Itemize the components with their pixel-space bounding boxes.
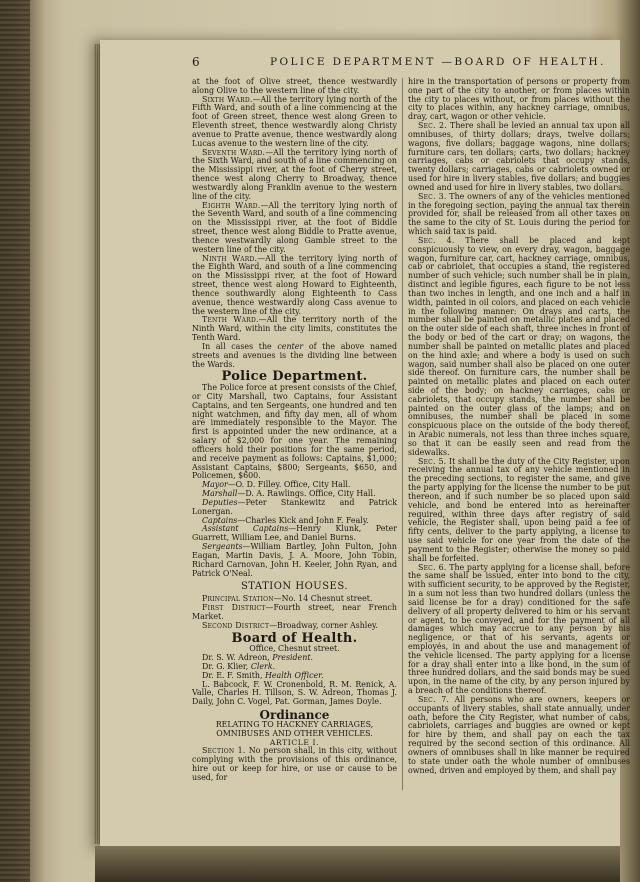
first-district-entry <box>192 604 397 622</box>
page-title: POLICE DEPARTMENT —BOARD OF HEALTH. <box>270 56 606 68</box>
section-1-label: Section 1. <box>202 746 246 756</box>
seventh-ward-label: Seventh Ward. <box>202 147 266 157</box>
article-label: ARTICLE I. <box>269 737 320 747</box>
section-6-label: Sec. 6. <box>418 562 447 572</box>
first-district-text: —Fourth street, near French Market. <box>192 603 397 621</box>
section-3-label: Sec. 3. <box>418 191 447 201</box>
principal-station-text: —No. 14 Chesnut street. <box>273 594 373 604</box>
marshall-text: —D. A. Rawlings. Office, City Hall. <box>237 489 376 499</box>
principal-station-label: Principal Station <box>202 594 274 604</box>
section-1-text: No person shall, in this city, without complying with the provisions of this ordinance, hire out or keep for hire, or use or cause to be used, for <box>192 746 397 782</box>
section-5-text: It shall be the duty of the City Register, upon receiving the annual tax of any vehicle mentioned in the preceding sections, to register the same, and give the party applying for the license the number to be put thereon, and if such number be so placed upon said vehicle, and bond be entered into as hereinafter required, within three days after registry of said vehicle, the Register shall, upon being paid a fee of fifty cents, deliver to the party applying, a license to use said vehicle for one year from the date of the payment to the Register; otherwise the money so paid shall be forfeited. <box>408 456 630 563</box>
section-4-label: Sec. 4. <box>418 235 455 245</box>
health-officer-name: Dr. E. F. Smith, <box>202 670 265 680</box>
ninth-ward-paragraph <box>192 255 397 317</box>
police-department-heading: Police Department. <box>221 369 368 385</box>
sixth-ward-text: —All the territory lying north of the Fifth Ward, and south of a line commencing at the foot of Green street, thence west along Green to Eleventh street, thence westwardly along Christy avenue to Pratte avenue, thence westwardly along Lucas avenue to the western line of the city. <box>192 94 397 148</box>
section-3-text: The owners of any of the vehicles mentioned in the foregoing section, paying the annual tax therein provided for, shall be released from all other taxes on the same to the city of St. Louis during the period for which said tax is paid. <box>408 191 630 237</box>
president-title: President. <box>272 653 313 663</box>
president-name: Dr. S. W. Adreon, <box>202 653 273 663</box>
section-4-paragraph <box>408 237 630 458</box>
sergeants-entry <box>192 543 397 578</box>
ninth-ward-label: Ninth Ward. <box>202 253 258 263</box>
right-column <box>408 78 630 775</box>
sergeants-label: Sergeants <box>202 542 243 552</box>
second-district-label: Second District <box>202 620 270 630</box>
page-bottom-shadow <box>95 846 620 882</box>
sergeants-text: —William Bartley, John Fulton, John Eagan, Martin Davis, J. A. Moore, John Tobin, Richard Carnovan, John H. Keeler, John Ryan, and Patrick O'Neal. <box>192 542 397 578</box>
ninth-ward-text: —All the territory lying north of the Eighth Ward, and south of a line commencing on the Mississippi river, at the foot of Howard street, thence west along Howard to Eighteenth, thence southwardly along Eighteenth to Cass avenue, thence westwardly along Cass avenue to the western line of the city. <box>192 253 397 316</box>
board-members: L. Babcock, F. W. Cronenbold, R. M. Renick, A. Valle, Charles H. Tillson, S. W. Adreon, Thomas J. Daily, John C. Vogel, Pat. Gorman, James Doyle. <box>192 679 397 707</box>
second-district-entry <box>192 622 397 631</box>
section-7-label: Sec. 7. <box>418 694 450 704</box>
section-6-paragraph <box>408 564 630 696</box>
deputies-text: —Peter Stankewitz and Patrick Lonergan. <box>192 497 397 516</box>
section-5-paragraph <box>408 458 630 564</box>
station-houses-heading: STATION HOUSES. <box>240 581 349 593</box>
seventh-ward-paragraph <box>192 149 397 202</box>
section-7-paragraph <box>408 696 630 775</box>
second-district-text: —Broadway, corner Ashley. <box>269 620 378 630</box>
clerk-name: Dr. G. Klier, <box>202 662 251 671</box>
ordinance-subtitle: RELATING TO HACKNEY CARRIAGES, OMNIBUSES AND OTHER VEHICLES. <box>215 719 374 738</box>
dividing-line-emphasis: center <box>277 341 304 351</box>
page-number: 6 <box>192 55 200 69</box>
mayor-label: Mayor <box>202 480 228 490</box>
mayor-text: —O. D. Filley. Office, City Hall. <box>227 480 351 490</box>
section-5-label: Sec. 5. <box>418 456 447 466</box>
marshall-label: Marshall <box>202 489 238 499</box>
tenth-ward-label: Tenth Ward. <box>202 315 259 325</box>
ordinance-heading: Ordinance <box>259 708 330 723</box>
wards-continuation: at the foot of Olive street, thence westwardly along Olive to the western line of the city. <box>192 77 397 95</box>
deputies-entry <box>192 499 397 517</box>
seventh-ward-text: —All the territory lying north of the Sixth Ward, and south of a line commencing on the Mississippi river, at the foot of Cherry street, thence west along Cherry to Broadway, thence westwardly along Franklin avenue to the western line of the city. <box>192 147 398 201</box>
dividing-line-text-a: In all cases the <box>202 341 278 351</box>
section-2-text: There shall be levied an annual tax upon all omnibuses, of thirty dollars; drays, twelve dollars; wagons, five dollars; baggage wagons, nine dollars; furniture cars, ten dollars; carts, two dollars; hackney carriages, cabs or cabriolets that occupy stands, twenty dollars; carriages, cabs or cabriolets owned or used for hire in livery stables, five dollars; and buggies owned and used for hire in livery stables, two dollars. <box>408 121 630 192</box>
captains-label: Captains <box>202 515 238 525</box>
eighth-ward-label: Eighth Ward. <box>202 200 261 210</box>
deputies-label: Deputies <box>202 497 238 507</box>
eighth-ward-paragraph <box>192 202 397 255</box>
dividing-line-text-b: of the above named streets and avenues is the dividing line between the Wards. <box>192 341 397 369</box>
clerk-title: Clerk. <box>250 662 276 671</box>
sixth-ward-label: Sixth Ward. <box>202 94 253 104</box>
section-7-text: All persons who are owners, keepers or occupants of livery stables, shall state annually, under oath, before the City Register, what number of cabs, cabriolets, carriages and buggies are owned or kept for hire by them, and shall pay on each the tax required by the second section of this ordinance. All owners of omnibuses shall in like manner be required to state under oath the whole number of omnibuses owned, driven and employed by them, and shall pay <box>408 694 631 775</box>
section-1-continuation: hire in the transportation of persons or property from one part of the city to another, or from places within the city to places without, or from places without the city to places within, any hackney carriage, omnibus, dray, cart, wagon or other vehicle. <box>408 77 630 122</box>
section-2-paragraph <box>408 122 630 193</box>
column-divider <box>402 78 403 790</box>
assistant-captains-label: Assistant Captains <box>202 524 289 534</box>
health-office: Office, Chesnut street. <box>249 644 340 654</box>
left-column <box>192 78 397 783</box>
captains-text: —Charles Kick and John F. Fealy. <box>237 515 369 525</box>
section-1-paragraph <box>192 747 397 782</box>
assistant-captains-text: —Henry Klunk, Peter Guarrett, William Lee, and Daniel Burns. <box>192 524 397 543</box>
assistant-captains-entry <box>192 525 397 543</box>
section-3-paragraph <box>408 193 630 237</box>
sixth-ward-paragraph <box>192 96 397 149</box>
dividing-line-paragraph <box>192 343 397 369</box>
first-district-label: First District <box>202 603 266 613</box>
police-force-paragraph: The Police force at present consists of the Chief, or City Marshall, two Captains, four Assistant Captains, and ten Sergeants, one hundred and ten night watchmen, and fifty day men, all of whom are immediately responsible to the Mayor. The first is appointed under the new ordinance, at a salary of $2,000 for one year. The remaining officers hold their positions for the same period, and receive payment as follows: Captains, $1,000; Assistant Captains, $800; Sergeants, $650, and Policemen, $600. <box>192 383 397 481</box>
eighth-ward-text: —All the territory lying north of the Seventh Ward, and south of a line commencing on the Mississippi river, at the foot of Biddle street, thence west along Biddle to Pratte avenue, thence westwardly along Gamble street to the western line of the city. <box>192 200 398 254</box>
board-of-health-heading: Board of Health. <box>231 630 358 646</box>
tenth-ward-text: —All the territory north of the Ninth Ward, within the city limits, constitutes the Tenth Ward. <box>192 315 397 343</box>
health-officer-title: Health Officer. <box>264 670 324 680</box>
running-header <box>192 55 632 73</box>
section-4-text: There shall be placed and kept conspicuously to view, on every dray, wagon, baggage wagon, furniture car, cart, hackney carriage, omnibus, cab or cabriolet, that occupies a stand, the registered number of such vehicle; such number shall be in plain, distinct and legible figures, each figure to be not less than two inches in length, and one inch and a half in width, painted in oil colors, and placed on each vehicle in the following manner: On drays and carts, the number shall be painted on metallic plates and placed on the outer side of each shaft, three inches in front of the body or bed of the cart or dray; on wagons, the number shall be painted on metallic plates and placed on the hind axle; and where a body is used on such wagon, said number shall also be placed on one outer side thereof. On furniture cars, the number shall be painted on metallic plates and placed on each outer side of the body; on hackney carriages, cabs or cabriolets, that occupy stands, the number shall be painted on the outer glass of the lamps; and on omnibuses, the number shall be placed in some conspicuous place on the outside of the body thereof, in Arabic numerals, not less than three inches square, so that it can be easily seen and read from the sidewalks. <box>408 235 630 457</box>
tenth-ward-paragraph <box>192 316 397 342</box>
section-2-label: Sec. 2. <box>418 121 447 131</box>
book-edge <box>0 0 30 882</box>
section-6-text: The party applying for a license shall, before the same shall be issued, enter into bond to the city, with sufficient security, to be approved by the Register, in a sum not less than two hundred dollars (unless the said license be for a dray) conditioned for the safe delivery of all property delivered to him or his servant or agent, to be conveyed, and for the payment of all damages which may accrue to any person by his negligence, or that of his servants, agents or employés, in and about the use and management of the vehicle licensed. The party applying for a license for a dray shall enter into a like bond, in the sum of three hundred dollars, and the said bonds may be sued upon, in the name of the city, by any person injured by a breach of the conditions thereof. <box>408 562 630 696</box>
